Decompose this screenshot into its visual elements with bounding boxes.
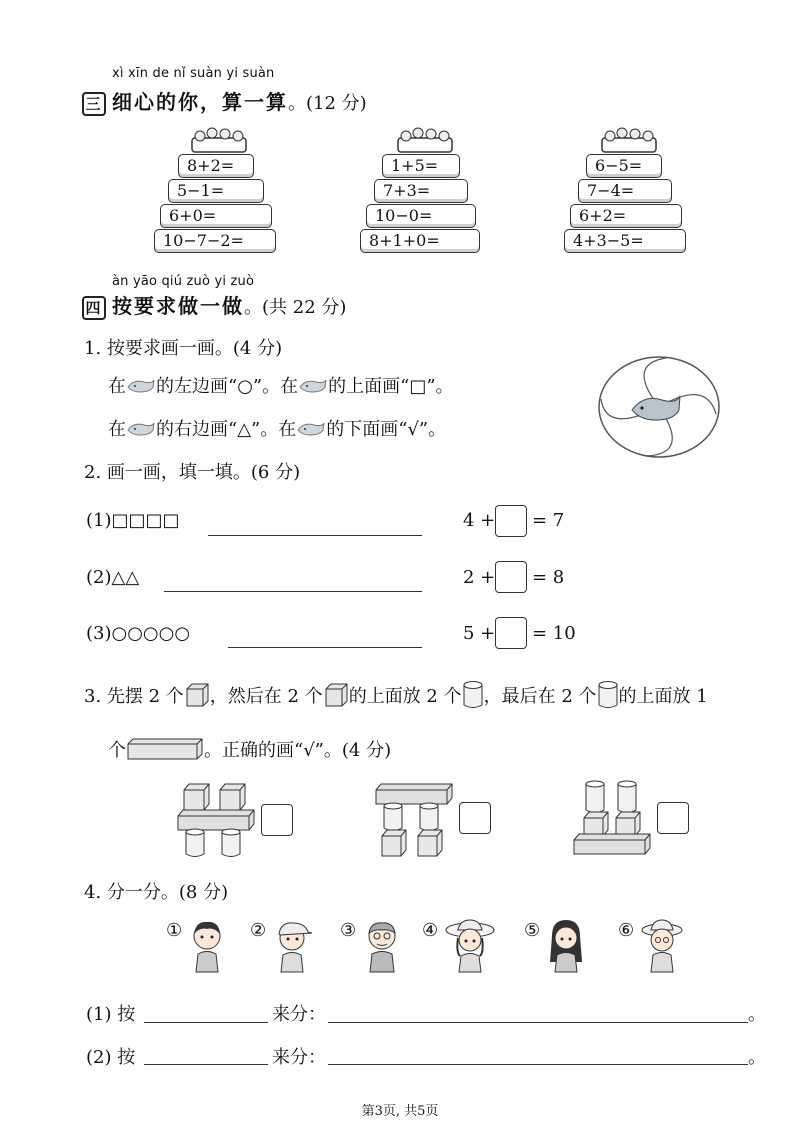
q1-text: 的下面画“√”。 <box>326 419 447 440</box>
section3-points: 。(12 分) <box>288 93 367 114</box>
q2-shapes: ○○○○○ <box>111 623 191 644</box>
q4-heading: 4. 分一分。(8 分) <box>84 882 229 903</box>
q3-text: ，最后在 2 个 <box>483 686 597 707</box>
q3-text: 的上面放 2 个 <box>348 686 462 707</box>
section4-badge: 四 <box>82 296 106 320</box>
q4-row-mid: 来分： <box>272 1047 326 1068</box>
cylinder-icon <box>462 680 484 710</box>
q3-check-box[interactable] <box>657 802 689 834</box>
q2-expr-left: 5 + <box>463 623 496 644</box>
q4-row-end: 。 <box>748 1004 766 1025</box>
girl-long-hair-icon <box>546 918 586 974</box>
q2-answer-box[interactable] <box>495 617 527 649</box>
child-1-boy-icon <box>188 918 226 974</box>
q2-answer-box[interactable] <box>495 505 527 537</box>
q1-line2 <box>108 415 446 441</box>
section4-title: 按要求做一做 <box>112 294 244 318</box>
q3-check-box[interactable] <box>261 804 293 836</box>
q2-answer-box[interactable] <box>495 561 527 593</box>
whale-icon <box>298 377 328 395</box>
q4-answer-line[interactable] <box>328 1021 748 1023</box>
cake-3 <box>562 124 702 256</box>
stack-option-2 <box>374 780 456 860</box>
cake-tier: 4+3−5= <box>564 229 686 253</box>
q1-text: 在 <box>108 419 126 440</box>
q4-row-end: 。 <box>748 1047 766 1068</box>
child-number: ⑤ <box>524 920 541 941</box>
q3-text: 个 <box>108 740 126 761</box>
whale-icon <box>126 420 156 438</box>
cube-icon <box>323 682 349 708</box>
q3-text: 。正确的画“√”。(4 分) <box>204 740 392 761</box>
q2-row2 <box>86 567 139 588</box>
child-number: ④ <box>422 920 439 941</box>
cake-tier: 10−7−2= <box>154 229 276 253</box>
cake-topper-icon <box>188 124 250 154</box>
q2-expr-right: = 8 <box>532 567 565 588</box>
q2-draw-line[interactable] <box>164 590 422 592</box>
section3-badge: 三 <box>82 92 106 116</box>
q4-criteria-line[interactable] <box>144 1021 268 1023</box>
cake-tier: 7+3= <box>374 179 468 203</box>
section4-points: 。(共 22 分) <box>244 297 347 318</box>
section4-pinyin: àn yāo qiú zuò yi zuò <box>112 274 255 289</box>
cake-topper-icon <box>598 124 660 154</box>
q4-row-label: (2) 按 <box>86 1047 136 1068</box>
child-2-cap-icon <box>272 918 314 974</box>
child-number: ② <box>250 920 267 941</box>
q4-row-label: (1) 按 <box>86 1004 136 1025</box>
q3-text: 的上面放 1 <box>618 686 708 707</box>
stack-option-3 <box>572 778 654 858</box>
q3-text: ，然后在 2 个 <box>209 686 323 707</box>
grandpa-icon <box>362 918 402 974</box>
q2-row-label: (1) <box>86 510 112 531</box>
child-number: ① <box>166 920 183 941</box>
stack-option-1 <box>176 780 258 860</box>
q2-row-label: (2) <box>86 567 112 588</box>
q3-check-box[interactable] <box>459 802 491 834</box>
q4-row-mid: 来分： <box>272 1004 326 1025</box>
q2-draw-line[interactable] <box>208 534 422 536</box>
q3-line1 <box>84 680 708 710</box>
grandma-hat-icon <box>640 918 684 974</box>
page-footer: 第3页, 共5页 <box>361 1104 439 1119</box>
q4-criteria-line[interactable] <box>144 1063 268 1065</box>
cube-icon <box>184 682 210 708</box>
cake-tier: 8+1+0= <box>360 229 480 253</box>
cake-tier: 10−0= <box>366 204 476 228</box>
child-number: ⑥ <box>618 920 635 941</box>
whale-icon <box>296 420 326 438</box>
girl-hat-icon <box>444 918 496 974</box>
q2-draw-line[interactable] <box>228 646 422 648</box>
cake-tier: 8+2= <box>178 154 254 178</box>
q2-shapes: △△ <box>111 567 140 588</box>
cake-tier: 5−1= <box>168 179 264 203</box>
cake-tier: 6+0= <box>160 204 272 228</box>
cylinder-icon <box>597 680 619 710</box>
q2-expr-right: = 10 <box>532 623 576 644</box>
cake-2 <box>358 124 498 256</box>
q1-text: 的左边画“○”。在 <box>156 376 299 397</box>
children-row <box>166 918 686 978</box>
q2-row3 <box>86 623 190 644</box>
whale-swirl-illustration <box>596 354 722 460</box>
q2-shapes: □□□□ <box>111 510 180 531</box>
q1-text: 在 <box>108 376 126 397</box>
q2-expr-right: = 7 <box>532 510 565 531</box>
cake-tier: 6+2= <box>570 204 682 228</box>
q4-answer-line[interactable] <box>328 1063 748 1065</box>
q2-row1 <box>86 510 180 531</box>
q2-expr-left: 4 + <box>463 510 496 531</box>
cake-tier: 7−4= <box>578 179 672 203</box>
q1-line1 <box>108 372 454 398</box>
cake-1 <box>152 124 292 256</box>
q1-heading: 1. 按要求画一画。(4 分) <box>84 338 283 359</box>
section3-heading <box>82 86 367 116</box>
cake-topper-icon <box>394 124 456 154</box>
section3-pinyin: xì xīn de nǐ suàn yi suàn <box>112 66 275 81</box>
whale-icon <box>126 377 156 395</box>
cuboid-icon <box>126 737 204 761</box>
q2-row-label: (3) <box>86 623 112 644</box>
section4-heading <box>82 290 346 320</box>
q2-heading: 2. 画一画，填一填。(6 分) <box>84 462 301 483</box>
q2-expr-left: 2 + <box>463 567 496 588</box>
cake-tier: 1+5= <box>382 154 460 178</box>
cake-tier: 6−5= <box>586 154 662 178</box>
q3-line2 <box>108 736 391 762</box>
section3-title: 细心的你，算一算 <box>112 90 288 114</box>
q1-text: 的右边画“△”。在 <box>156 419 297 440</box>
q3-text: 3. 先摆 2 个 <box>84 686 184 707</box>
q1-text: 的上面画“□”。 <box>328 376 454 397</box>
child-number: ③ <box>340 920 357 941</box>
